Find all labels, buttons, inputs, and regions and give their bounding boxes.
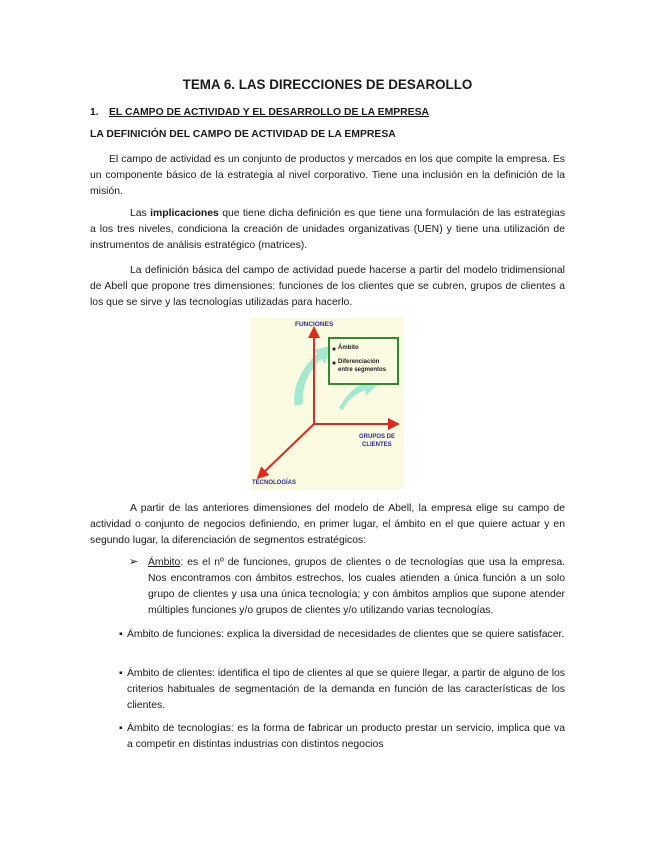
legend-item-diferenciacion-2: entre segmentos [338,367,387,373]
axis-label-grupos-1: GRUPOS DE [359,434,396,440]
curved-arrow-1 [294,346,331,406]
legend-item-diferenciacion-1: Diferenciación [338,359,380,365]
paragraph-definition: El campo de actividad es un conjunto de productos y mercados en los que compite la empresa. Es un componente básico de la estrategia al nivel corporativo. Tiene una inclusión en la definición de la misión. [90,154,565,197]
subsection-heading: LA DEFINICIÓN DEL CAMPO DE ACTIVIDAD DE LA EMPRESA [90,129,396,140]
section-title: EL CAMPO DE ACTIVIDAD Y EL DESARROLLO DE LA EMPRESA [109,107,430,118]
square-bullet-icon: ▪ [119,668,123,679]
arrow-bullet-icon: ➢ [129,556,139,568]
axis-label-tecnologias: TECNOLOGÍAS [252,480,297,486]
ambito-body [148,555,565,619]
list-item-clientes [119,666,565,714]
list-item-text: Ámbito de tecnologías: es la forma de fabricar un producto prestar un servicio, implica que va a competir en distintas industrias con distintos negocios [127,723,565,750]
paragraph-abell-model: La definición básica del campo de actividad puede hacerse a partir del modelo tridimensional de Abell que propone tres dimensiones: funciones de los clientes que se cubren, grupos de clientes a los que se sirve y las tecnologías utilizadas para hacerlo. [90,265,565,308]
abell-model-figure [251,318,404,490]
ambito-term: Ámbito [148,557,181,568]
list-item-tecnologias [119,721,565,753]
axis-tecnologias [261,424,314,475]
document-title: TEMA 6. LAS DIRECCIONES DE DESAROLLO [182,77,473,92]
legend-bullet-1 [332,347,335,350]
axis-label-grupos-2: CLIENTES [362,442,392,448]
list-item-funciones [119,627,565,643]
section-heading [90,107,429,118]
paragraph-lead: Las [130,208,147,219]
square-bullet-icon: ▪ [119,629,123,640]
paragraph-abell-dimensions: A partir de las anteriores dimensiones del modelo de Abell, la empresa elige su campo de actividad o conjunto de negocios definiendo, en primer lugar, el ámbito en el que quiere actuar y en segundo lugar, la diferenciación de segmentos estratégicos: [90,503,565,546]
abell-model-diagram [251,318,404,490]
section-number: 1. [90,107,99,118]
paragraph-bold-term: implicaciones [150,208,219,219]
legend-bullet-2 [332,361,335,364]
ambito-item [129,555,565,619]
square-bullet-icon: ▪ [119,723,123,734]
list-item-text: Ámbito de clientes: identifica el tipo de clientes al que se quiere llegar, a partir de alguno de los criterios habituales de segmentación de la demanda en función de las características de los clientes. [127,668,565,711]
paragraph-rest: que tiene dicha definición es que tiene una formulación de las estrategias a los tres niveles, condiciona la creación de unidades organizativas (UEN) y tiene una utilización de instrumentos de análisis estratégico (matrices). [90,208,566,251]
legend-item-ambito: Ámbito [338,345,359,351]
axis-label-funciones: FUNCIONES [295,321,334,328]
list-item-text: Ámbito de funciones: explica la diversidad de necesidades de clientes que se quiere satisfacer. [127,629,565,640]
ambito-text: : es el nº de funciones, grupos de clientes o de tecnologías que usa la empresa. Nos encontramos con ámbitos estrechos, los cuales atienden a única función a un solo grupo de clientes y usa una única tecnología; y con ámbitos amplios que supone atender múltiples funciones y/o grupos de clientes y/o utilizando varias tecnologías. [148,557,565,616]
paragraph-implications [90,206,565,254]
